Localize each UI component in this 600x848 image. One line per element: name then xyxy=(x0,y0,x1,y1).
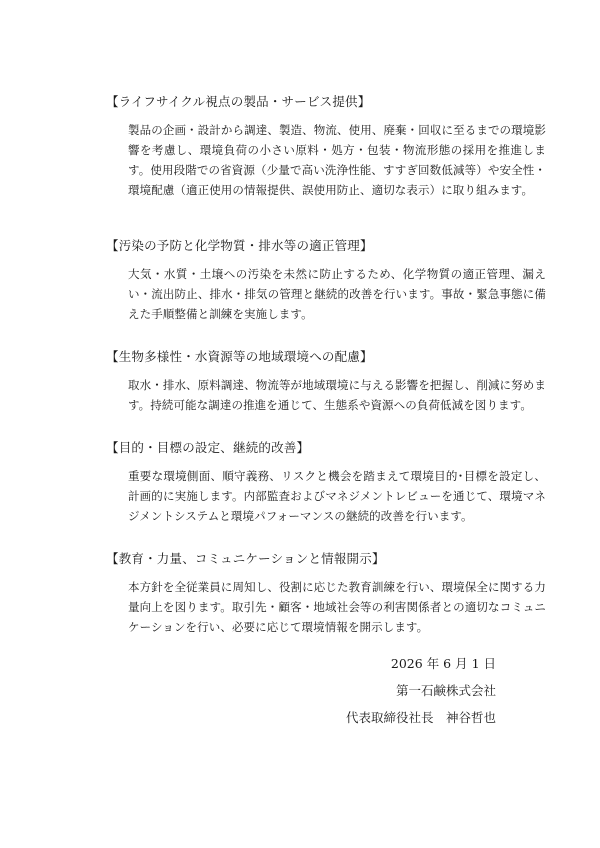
signature-company: 第一石鹸株式会社 xyxy=(395,683,496,698)
section-pollution xyxy=(106,238,546,324)
section-body-objectives: 重要な環境側面、順守義務、リスクと機会を踏まえて環境目的･目標を設定し、計画的に実施します。内部監査およびマネジメントレビューを通じて、環境マネジメントシステムと環境パフォーマンスの継続的改善を行います。 xyxy=(128,469,546,523)
section-heading-lifecycle: 【ライフサイクル視点の製品・サービス提供】 xyxy=(106,94,371,109)
section-biodiversity xyxy=(106,349,546,415)
section-heading-pollution: 【汚染の予防と化学物質・排水等の適正管理】 xyxy=(106,238,373,253)
section-body-lifecycle: 製品の企画・設計から調達、製造、物流、使用、廃棄・回収に至るまでの環境影響を考慮し、環境負荷の小さい原料・処方・包装・物流形態の採用を推進します。使用段階での省資源（少量で高い洗浄性能、すすぎ回数低減等）や安全性・環境配慮（適正使用の情報提供、誤使用防止、適切な表示）に取り組みます。 xyxy=(128,123,546,197)
signature-block xyxy=(346,650,496,731)
section-education xyxy=(106,551,546,637)
section-lifecycle xyxy=(106,94,546,200)
section-body-education: 本方針を全従業員に周知し、役割に応じた教育訓練を行い、環境保全に関する力量向上を図ります。取引先・顧客・地域社会等の利害関係者との適切なコミュニケーションを行い、必要に応じて環境情報を開示します。 xyxy=(128,580,546,634)
section-body-pollution: 大気・水質・土壌への汚染を未然に防止するため、化学物質の適正管理、漏えい・流出防止、排水・排気の管理と継続的改善を行います。事故・緊急事態に備えた手順整備と訓練を実施します。 xyxy=(128,267,546,321)
section-heading-education: 【教育・力量、コミュニケーションと情報開示】 xyxy=(106,551,385,566)
section-heading-biodiversity: 【生物多様性・水資源等の地域環境への配慮】 xyxy=(106,349,373,364)
section-heading-objectives: 【目的・目標の設定、継続的改善】 xyxy=(106,440,310,455)
signature-date: 2026 年 6 月 1 日 xyxy=(390,656,496,671)
signature-representative: 代表取締役社長 神谷哲也 xyxy=(345,710,496,725)
section-body-biodiversity: 取水・排水、原料調達、物流等が地域環境に与える影響を把握し、削減に努めます。持続可能な調達の推進を通じて、生態系や資源への負荷低減を図ります。 xyxy=(128,378,546,412)
section-objectives xyxy=(106,440,546,526)
